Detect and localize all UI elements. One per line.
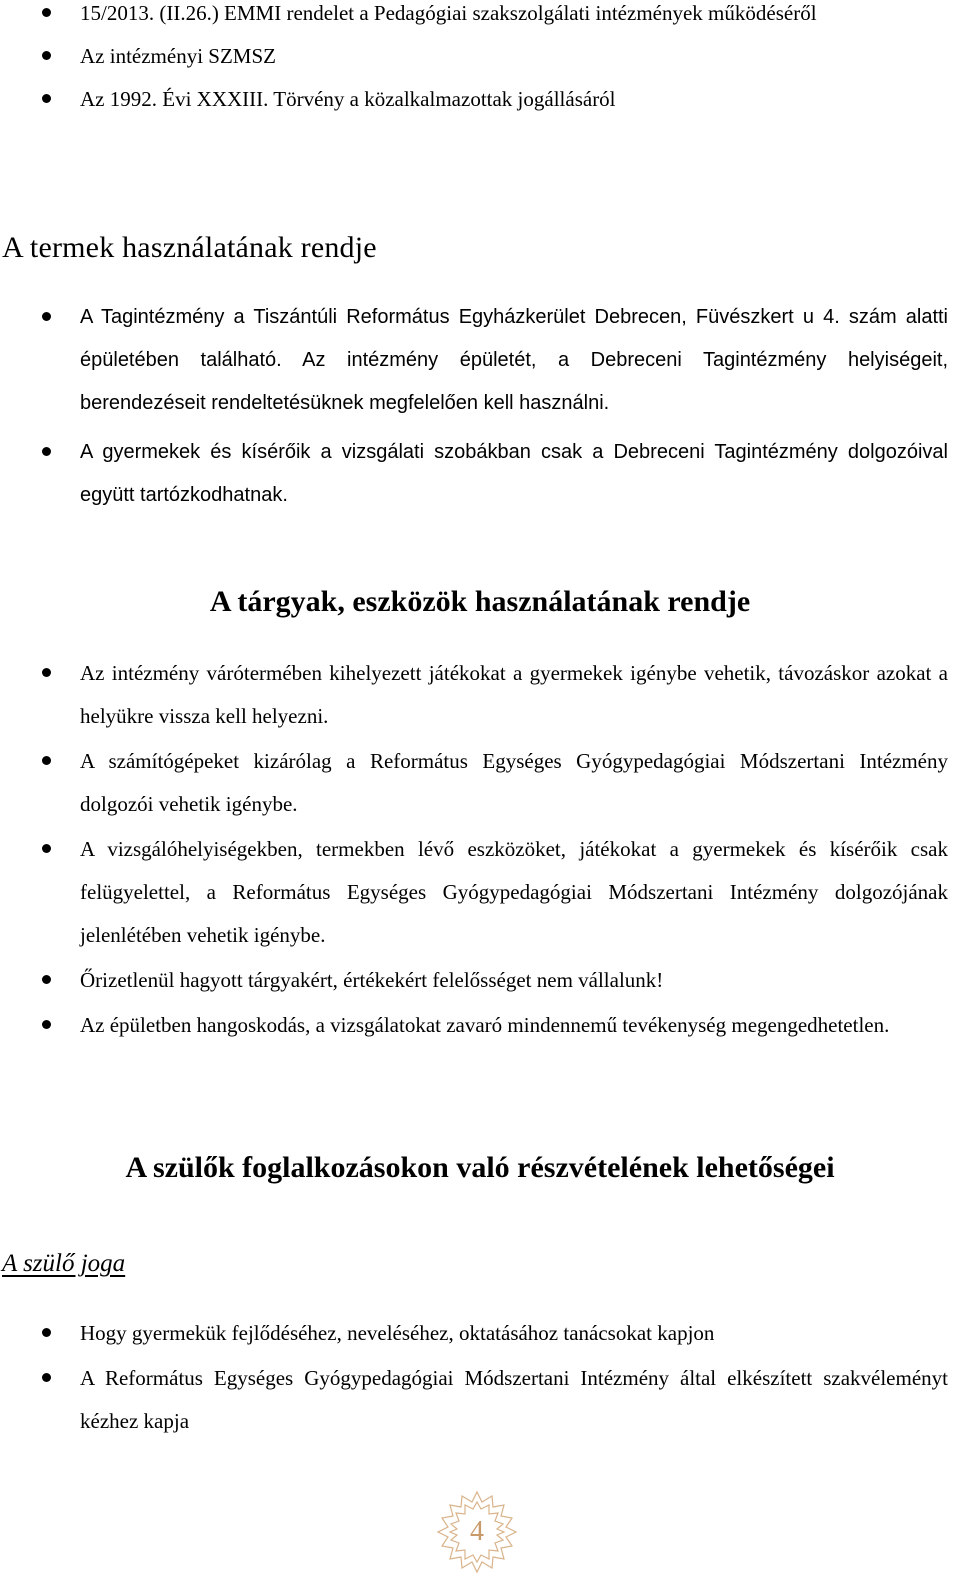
list-item <box>0 35 960 78</box>
list-item <box>0 959 960 1002</box>
bullet-icon <box>42 447 51 456</box>
list-item <box>0 652 960 738</box>
termek-list <box>0 296 960 517</box>
bullet-icon <box>42 668 51 677</box>
list-item-text: A gyermekek és kísérőik a vizsgálati szobákban csak a Debreceni Tagintézmény dolgozóival együtt tartózkodhatnak. <box>80 441 948 506</box>
subheading-szulo-joga: A szülő joga <box>2 1250 126 1277</box>
list-item <box>0 78 960 121</box>
bullet-icon <box>42 1373 51 1382</box>
list-item-text: Az intézményi SZMSZ <box>80 44 276 68</box>
list-item-text: 15/2013. (II.26.) EMMI rendelet a Pedagógiai szakszolgálati intézmények működéséről <box>80 1 817 25</box>
bullet-icon <box>42 1020 51 1029</box>
list-item-text: Őrizetlenül hagyott tárgyakért, értékekért felelősséget nem vállalunk! <box>80 968 664 992</box>
list-item-text: A számítógépeket kizárólag a Református Egységes Gyógypedagógiai Módszertani Intézmény dolgozói vehetik igénybe. <box>80 749 948 816</box>
reference-list <box>0 0 960 121</box>
bullet-icon <box>42 1328 51 1337</box>
targyak-list <box>0 652 960 1047</box>
list-item <box>0 828 960 957</box>
list-item <box>0 1004 960 1047</box>
list-item <box>0 1312 960 1355</box>
list-item <box>0 296 960 425</box>
bullet-icon <box>42 312 51 321</box>
section-heading-targyak: A tárgyak, eszközök használatának rendje <box>209 585 751 618</box>
section-heading-termek: A termek használatának rendje <box>2 231 377 264</box>
list-item-text: Az 1992. Évi XXXIII. Törvény a közalkalmazottak jogállásáról <box>80 87 616 111</box>
list-item-text: A Tagintézmény a Tiszántúli Református Egyházkerület Debrecen, Füvészkert u 4. szám alatti épületében található. Az intézmény épületét, a Debreceni Tagintézmény helyiségeit, berendezéseit rendeltetésüknek megfelelően kell használni. <box>80 306 948 414</box>
section-heading-szulok: A szülők foglalkozásokon való részvételének lehetőségei <box>125 1151 835 1184</box>
bullet-icon <box>42 94 51 103</box>
bullet-icon <box>42 975 51 984</box>
list-item-text: Hogy gyermekük fejlődéséhez, neveléséhez, oktatásához tanácsokat kapjon <box>80 1321 715 1345</box>
list-item-text: A Református Egységes Gyógypedagógiai Módszertani Intézmény által elkészített szakvéleményt kézhez kapja <box>80 1366 948 1433</box>
list-item <box>0 1357 960 1443</box>
bullet-icon <box>42 756 51 765</box>
list-item-text: A vizsgálóhelyiségekben, termekben lévő eszközöket, játékokat a gyermekek és kísérőik csak felügyelettel, a Református Egységes Gyógypedagógiai Módszertani Intézmény dolgozójának jelenlétében vehetik igénybe. <box>80 837 948 947</box>
bullet-icon <box>42 844 51 853</box>
list-item <box>0 0 960 35</box>
list-item-text: Az intézmény várótermében kihelyezett játékokat a gyermekek igénybe vehetik, távozáskor azokat a helyükre vissza kell helyezni. <box>80 661 948 728</box>
bullet-icon <box>42 51 51 60</box>
page-number: 4 <box>470 1516 484 1547</box>
list-item <box>0 431 960 517</box>
szulok-list <box>0 1312 960 1443</box>
list-item <box>0 740 960 826</box>
bullet-icon <box>42 8 51 17</box>
list-item-text: Az épületben hangoskodás, a vizsgálatokat zavaró mindennemű tevékenység megengedhetetlen. <box>80 1013 890 1037</box>
